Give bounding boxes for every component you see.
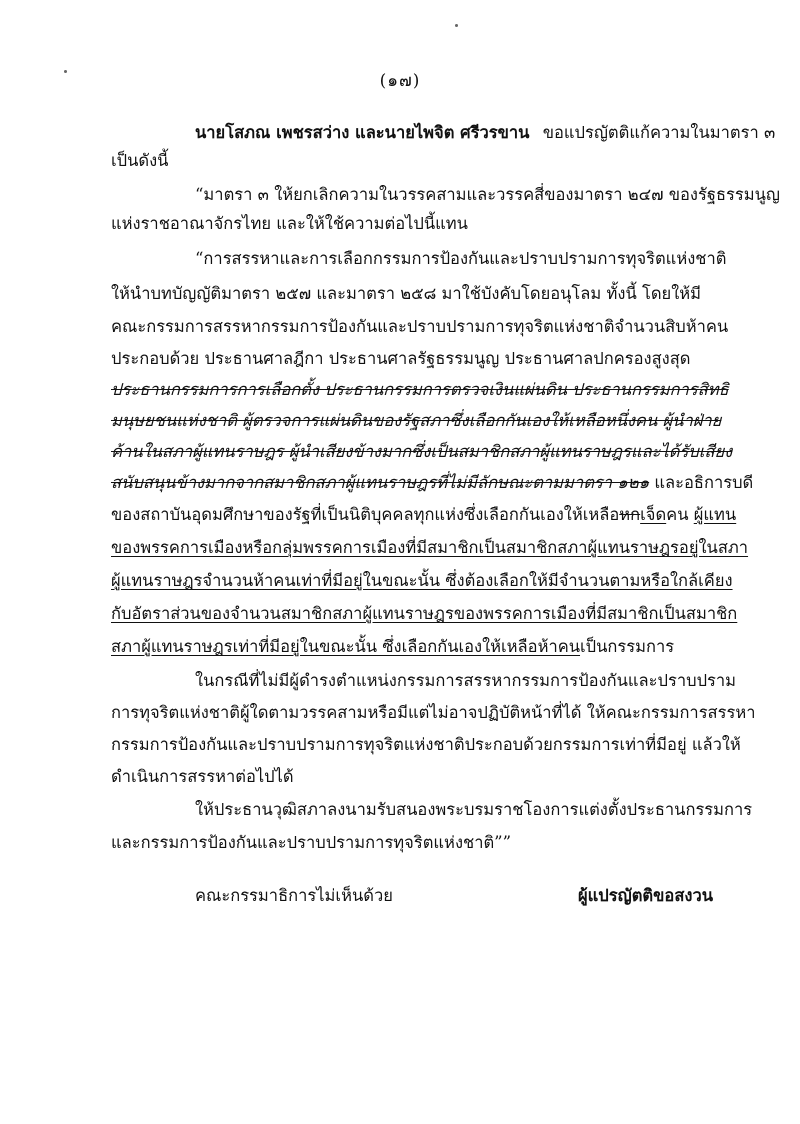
scan-speck bbox=[455, 24, 458, 27]
plain-text: คน bbox=[666, 505, 694, 524]
plain-text: ของสถาบันอุดมศึกษาของรัฐที่เป็นนิติบุคคลทุกแห่งซึ่งเลือกกันเองให้เหลือ bbox=[111, 505, 620, 524]
para2-line bbox=[111, 472, 753, 494]
para2-line: ประกอบด้วย ประธานศาลฎีกา ประธานศาลรัฐธรรมนูญ ประธานศาลปกครองสูงสุด bbox=[111, 349, 691, 368]
para2-line: “การสรรหาและการเลือกกรรมการป้องกันและปราบปรามการทุจริตแห่งชาติ bbox=[195, 249, 727, 268]
proposer-names: นายโสภณ เพชรสว่าง และนายไพจิต ศรีวรขาน bbox=[195, 123, 530, 142]
intro-continuation: เป็นดังนี้ bbox=[111, 151, 169, 170]
para2-line bbox=[111, 504, 736, 526]
para2-struck-line: ประธานกรรมการการเลือกตั้ง ประธานกรรมการตรวจเงินแผ่นดิน ประธานกรรมการสิทธิ bbox=[111, 380, 729, 399]
para2-line: คณะกรรมการสรรหากรรมการป้องกันและปราบปรามการทุจริตแห่งชาติจำนวนสิบห้าคน bbox=[111, 317, 729, 336]
reservation-note: ผู้แปรญัตติขอสงวน bbox=[578, 886, 713, 905]
para2-line: ให้นำบทบัญญัติมาตรา ๒๕๗ และมาตรา ๒๕๘ มาใช้บังคับโดยอนุโลม ทั้งนี้ โดยให้มี bbox=[111, 284, 702, 303]
plain-text: เป็นกรรมการ bbox=[580, 637, 675, 656]
proposer-text: ขอแปรญัตติแก้ความในมาตรา ๓ bbox=[542, 123, 776, 142]
para3-line: กรรมการป้องกันและปราบปรามการทุจริตแห่งชาติประกอบด้วยกรรมการเท่าที่มีอยู่ แล้วให้ bbox=[111, 735, 741, 754]
para1-line: “มาตรา ๓ ให้ยกเลิกความในวรรคสามและวรรคสี่ของมาตรา ๒๔๗ ของรัฐธรรมนูญ bbox=[195, 185, 780, 204]
inserted-line: กับอัตราส่วนของจำนวนสมาชิกสภาผู้แทนราษฎรของพรรคการเมืองที่มีสมาชิกเป็นสมาชิก bbox=[111, 604, 738, 623]
committee-opinion: คณะกรรมาธิการไม่เห็นด้วย bbox=[195, 886, 393, 905]
page-number: (๑๗) bbox=[379, 71, 421, 91]
plain-text: และอธิการบดี bbox=[649, 473, 754, 492]
para1-line: แห่งราชอาณาจักรไทย และให้ใช้ความต่อไปนี้แทน bbox=[111, 214, 468, 233]
proposer-line bbox=[195, 122, 775, 144]
struck-text: สนับสนุนข้างมากจากสมาชิกสภาผู้แทนราษฎรที่ไม่มีลักษณะตามมาตรา ๑๒๑ bbox=[111, 473, 650, 492]
para3-line: ดำเนินการสรรหาต่อไปได้ bbox=[111, 767, 294, 786]
inserted-text: ผู้แทน bbox=[693, 505, 737, 524]
para2-struck-line: ค้านในสภาผู้แทนราษฎร ผู้นำเสียงข้างมากซึ่งเป็นสมาชิกสภาผู้แทนราษฎรและได้รับเสียง bbox=[111, 442, 733, 461]
para4-line: และกรรมการป้องกันและปราบปรามการทุจริตแห่งชาติ”” bbox=[111, 833, 512, 852]
para3-line: ในกรณีที่ไม่มีผู้ดำรงตำแหน่งกรรมการสรรหากรรมการป้องกันและปราบปราม bbox=[195, 671, 737, 690]
para2-struck-line: มนุษยชนแห่งชาติ ผู้ตรวจการแผ่นดินของรัฐสภาซึ่งเลือกกันเองให้เหลือหนึ่งคน ผู้นำฝ่าย bbox=[111, 411, 722, 430]
inserted-line: ผู้แทนราษฎรจำนวนห้าคนเท่าที่มีอยู่ในขณะนั้น ซึ่งต้องเลือกให้มีจำนวนตามหรือใกล้เคียง bbox=[111, 571, 733, 590]
inserted-text: สภาผู้แทนราษฎรเท่าที่มีอยู่ในขณะนั้น ซึ่งเลือกกันเองให้เหลือห้าคน bbox=[111, 637, 581, 656]
para4-line: ให้ประธานวุฒิสภาลงนามรับสนองพระบรมราชโองการแต่งตั้งประธานกรรมการ bbox=[195, 800, 753, 819]
para3-line: การทุจริตแห่งชาติผู้ใดตามวรรคสามหรือมีแต่ไม่อาจปฏิบัติหน้าที่ได้ ให้คณะกรรมการสรรหา bbox=[111, 703, 756, 722]
inserted-line: ของพรรคการเมืองหรือกลุ่มพรรคการเมืองที่มีสมาชิกเป็นสมาชิกสภาผู้แทนราษฎรอยู่ในสภา bbox=[111, 538, 749, 557]
struck-text: หก bbox=[619, 505, 641, 524]
inserted-text: เจ็ด bbox=[640, 505, 667, 524]
para2-line bbox=[111, 636, 674, 658]
